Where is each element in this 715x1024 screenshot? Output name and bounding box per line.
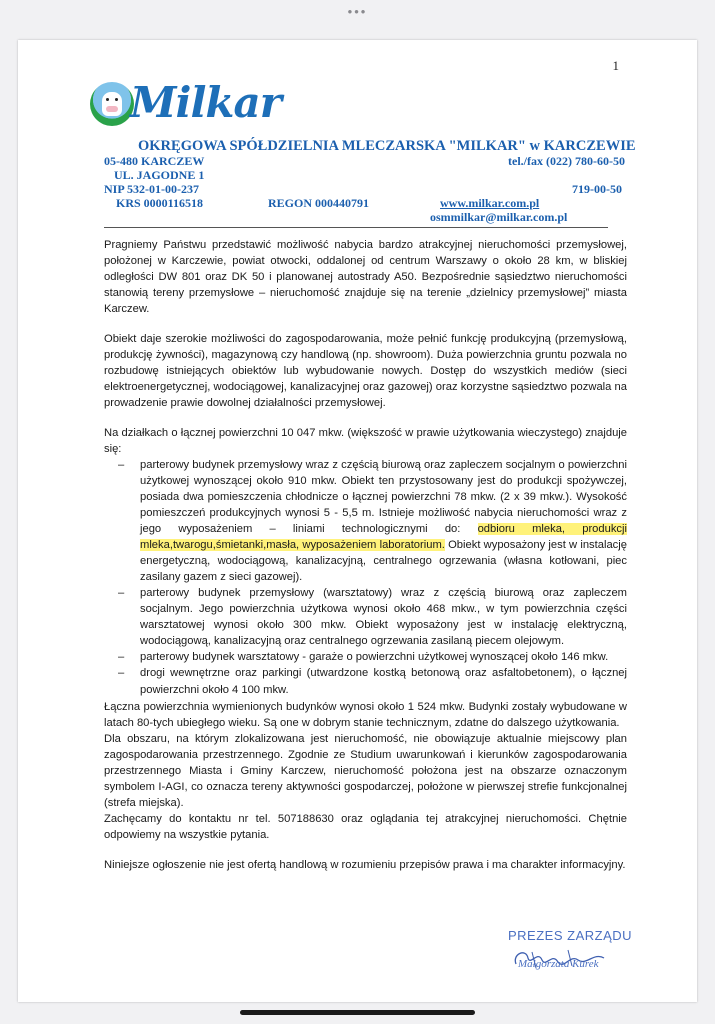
list-item: – parterowy budynek warsztatowy - garaże o powierzchni użytkowej wynoszącej około 146 mkw. — [118, 651, 609, 663]
list-item: – parterowy budynek przemysłowy wraz z częścią biurową oraz zapleczem socjalnym o powierzchni użytkowej wynoszącej około 910 mkw. Obiekt ten przystosowany jest do produkcji spożywczej, posiada dwa pomieszczenia chłodnicze o łącznej powierzchni 78 mkw. (2 x 39 mkw.). Wysokość pomieszczeń produkcyjnych wynosi 5 - 5,5 m. Istnieje możliwość nabycia nieruchomości wraz z jego wyposażeniem – liniami technologicznymi do: odbioru mleka, produkcji mleka,twarogu,śmietanki,masła, wyposażeniem laboratorium. Obiekt wyposażony jest w instalację energetyczną, wodociągową, kanalizacyjną, centralnego ogrzewania (własna kotłowani, piec zasilany gazem z sieci gazowej). — [118, 459, 627, 583]
email-address[interactable]: osmmilkar@milkar.com.pl — [430, 210, 568, 224]
list-item: – parterowy budynek przemysłowy (warsztatowy) wraz z częścią biurową oraz zapleczem socjalnym. Jego powierzchnia użytkowa wynosi około 468 mkw., w tym powierzchnia części warsztatowej wynosi około 300 mkw. Obiekt wyposażony jest w instalację elektryczną, wodociągową, kanalizacyjną oraz centralnego ogrzewania zasilaną piecem olejowym. — [118, 587, 627, 647]
postal-address: 05-480 KARCZEW — [104, 154, 205, 168]
page-number: 1 — [612, 58, 619, 73]
paragraph-total-area: Łączna powierzchnia wymienionych budynków wynosi około 1 524 mkw. Budynki zostały wybudowane w latach 80-tych ubiegłego wieku. Są one w dobrym stanie technicznym, zdatne do dalszego użytkowania. — [104, 701, 627, 729]
cow-logo-icon — [90, 82, 134, 126]
paragraph-possibilities: Obiekt daje szerokie możliwości do zagospodarowania, może pełnić funkcję produkcyjną (przemysłową, produkcję żywności), magazynową czy handlową (np. showroom). Duża powierzchnia gruntu pozwala no rozbudowę istniejących obiektów lub wybudowanie nowych. Dostęp do wszystkich mediów (sieci elektroenergetycznej, wodociągowej, kanalizacyjnej oraz gazowej) oraz korzystne sąsiedztwo pozwala na prowadzenie prawie dowolnej działalności przemysłowej. — [104, 333, 627, 409]
logo-wordmark: Milkar — [130, 78, 281, 127]
paragraph-disclaimer: Niniejsze ogłoszenie nie jest ofertą handlową w rozumieniu przepisów prawa i ma charakter informacyjny. — [104, 859, 626, 871]
signatory-name: Małgorzata Kurek — [518, 958, 599, 970]
signature-title: PREZES ZARZĄDU — [508, 928, 633, 943]
dash-bullet-icon: – — [118, 667, 125, 679]
document-page — [18, 40, 697, 1002]
paragraph-plots: Na działkach o łącznej powierzchni 10 047 mkw. (większość w prawie użytkowania wieczystego) znajduje się: — [104, 427, 627, 455]
dash-bullet-icon: – — [118, 587, 125, 599]
milkar-logo — [90, 78, 281, 130]
header-divider — [104, 227, 608, 228]
paragraph-zoning: Dla obszaru, na którym zlokalizowana jest nieruchomość, nie obowiązuje aktualnie miejscowy plan zagospodarowania przestrzennego. Zgodnie ze Studium uwarunkowań i kierunków zagospodarowania przestrzennego Miasta i Gminy Karczew, nieruchomość położona jest na obszarze oznaczonym symbolem I-AGI, co oznacza tereny aktywności gospodarczej, położone w pierwszej strefie funkcjonalnej (strefa miejska). — [104, 733, 627, 809]
property-list — [104, 457, 627, 699]
dash-bullet-icon: – — [118, 651, 125, 663]
signature-stamp — [508, 928, 638, 978]
regon-number: REGON 000440791 — [268, 196, 370, 210]
krs-number: KRS 0000116518 — [116, 196, 204, 210]
list-item: – drogi wewnętrzne oraz parkingi (utwardzone kostką betonową oraz asfaltobetonem), o łącznej powierzchni około 4 100 mkw. — [118, 667, 627, 696]
dash-bullet-icon: – — [118, 459, 125, 471]
home-indicator[interactable] — [240, 1010, 475, 1015]
organization-name: OKRĘGOWA SPÓŁDZIELNIA MLECZARSKA "MILKAR" w KARCZEWIE — [138, 138, 636, 154]
website-link[interactable]: www.milkar.com.pl — [440, 196, 540, 210]
paragraph-contact: Zachęcamy do kontaktu nr tel. 507188630 oraz oglądania tej atrakcyjnej nieruchomości. Chętnie odpowiemy na wszystkie pytania. — [104, 813, 627, 841]
phone-number: 719-00-50 — [572, 182, 622, 196]
street-address: UL. JAGODNE 1 — [114, 168, 205, 182]
paragraph-intro: Pragniemy Państwu przedstawić możliwość nabycia bardzo atrakcyjnej nieruchomości przemysłowej, położonej w Karczewie, powiat otwocki, oddalonej od centrum Warszawy o około 28 km, w bliskiej odległości DW 801 oraz DK 50 i planowanej autostrady A50. Bezpośrednie sąsiedztwo nieruchomości stanowią tereny przemysłowe – nieruchomość znajduje się na terenie „dzielnicy przemysłowej” miasta Karczew. — [104, 239, 627, 315]
letter-body — [104, 237, 627, 873]
highlighted-text: odbioru mleka, produkcji mleka,twarogu,śmietanki,masła, wyposażeniem laboratorium. — [140, 523, 627, 551]
nip-number: NIP 532-01-00-237 — [104, 182, 199, 196]
more-dots-icon[interactable]: ••• — [347, 4, 368, 19]
tel-fax: tel./fax (022) 780-60-50 — [508, 154, 625, 168]
